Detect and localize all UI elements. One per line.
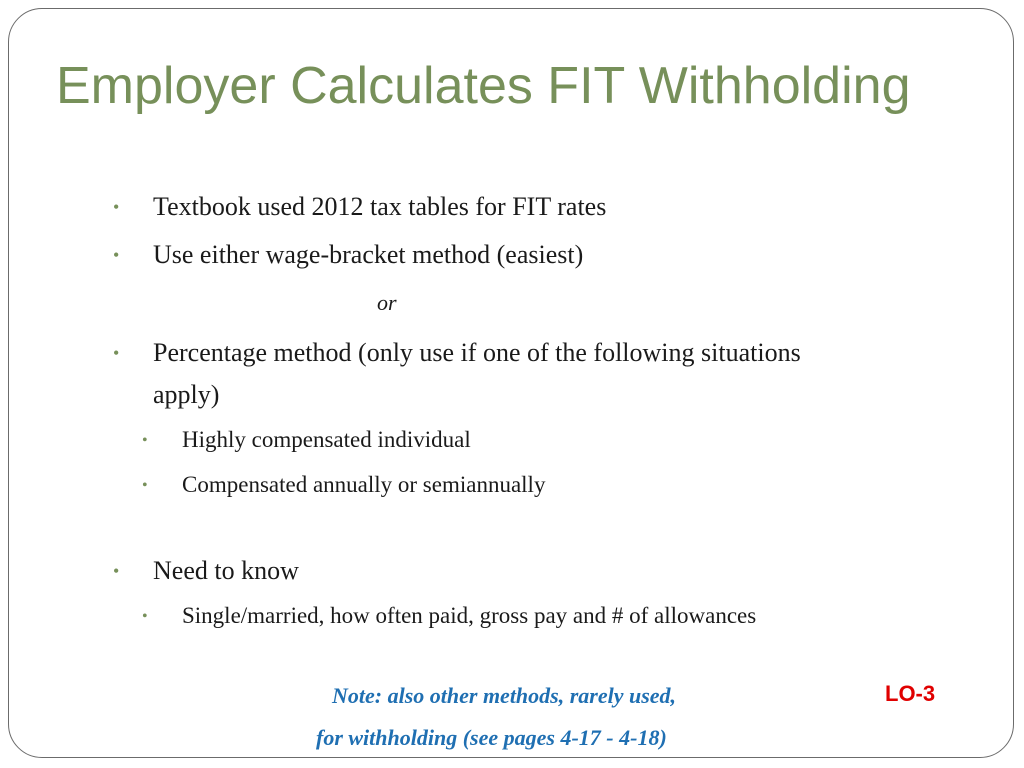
bullet-continuation [153,375,219,414]
sub-bullet-icon: • [142,432,148,449]
sub-bullet-item [142,468,546,503]
sub-bullet-icon: • [142,477,148,494]
learning-objective-tag: LO-3 [885,681,936,706]
bullet-icon: • [113,343,120,363]
bullet-item [113,235,584,274]
sub-bullet-text: Highly compensated individual [182,427,471,452]
sub-bullet-item [142,423,471,458]
sub-bullet-text: Single/married, how often paid, gross pay and # of allowances [182,603,757,628]
sub-bullet-icon: • [142,608,148,625]
sub-bullet-item [142,599,757,634]
bullet-item [113,187,607,226]
bullet-text: Need to know [153,556,299,585]
bullet-icon: • [113,197,120,217]
note-line-2: for withholding (see pages 4-17 - 4-18) [316,725,667,750]
slide-title: Employer Calculates FIT Withholding [56,57,911,115]
bullet-item [113,551,299,590]
bullet-item [113,333,801,372]
bullet-icon: • [113,245,120,265]
bullet-text: apply) [153,380,220,409]
bullet-text: Percentage method (only use if one of the following situations [153,338,801,367]
bullet-text: Textbook used 2012 tax tables for FIT rates [153,192,607,221]
or-label: or [377,290,397,315]
sub-bullet-text: Compensated annually or semiannually [182,472,546,497]
bullet-icon: • [113,561,120,581]
bullet-text: Use either wage-bracket method (easiest) [153,240,584,269]
note-line-1: Note: also other methods, rarely used, [332,683,677,708]
